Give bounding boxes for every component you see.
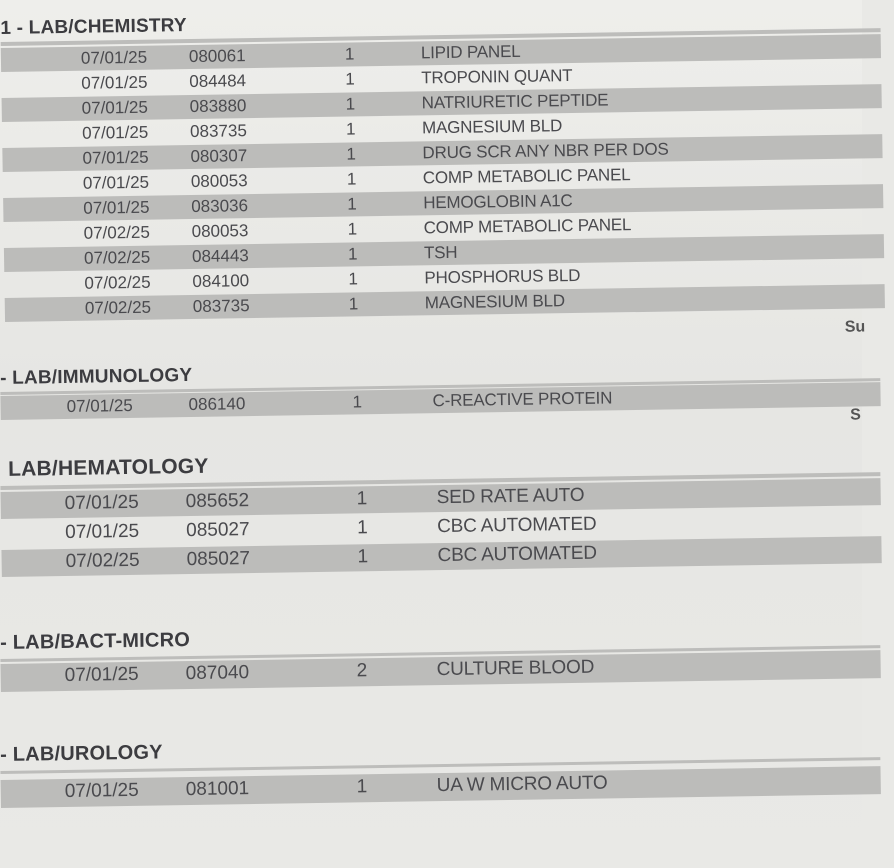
row-qty: 1 [347,194,357,214]
row-code: 085027 [186,548,251,571]
row-date: 07/01/25 [81,97,149,118]
row-qty: 2 [356,660,368,682]
row-description: MAGNESIUM BLD [424,291,565,313]
row-description: PHOSPHORUS BLD [424,265,581,288]
row-code: 083735 [192,296,250,317]
row-code: 080053 [191,221,249,242]
section-urology [0,730,881,824]
row-description: CBC AUTOMATED [436,513,597,538]
row-code: 081001 [185,778,250,801]
row-date: 07/01/25 [81,122,149,143]
row-code: 080307 [190,146,248,167]
row-qty: 1 [347,219,358,239]
row-date: 07/01/25 [64,491,139,514]
row-qty: 1 [344,44,355,64]
section-title-urology: - LAB/UROLOGY [0,741,163,766]
row-code: 085027 [185,519,250,542]
row-code: 085652 [185,490,250,513]
row-description: TROPONIN QUANT [421,66,573,88]
row-date: 07/01/25 [64,663,139,686]
row-code: 083036 [191,196,249,217]
row-qty: 1 [347,244,358,264]
row-description: CULTURE BLOOD [436,656,595,681]
row-date: 07/02/25 [65,549,140,572]
row-qty: 1 [348,269,359,289]
row-qty: 1 [356,776,368,798]
section-title-bact-micro: - LAB/BACT-MICRO [0,629,191,654]
row-description: SED RATE AUTO [436,484,585,509]
section-immunology [0,354,881,448]
row-description: LIPID PANEL [420,41,521,63]
row-date: 07/01/25 [65,520,140,543]
row-qty: 1 [346,169,357,189]
row-date: 07/01/25 [80,47,148,68]
row-qty: 1 [345,94,356,114]
row-qty: 1 [357,546,369,568]
subtotal-edge-label: Su [844,318,866,336]
row-code: 084100 [192,271,250,292]
row-qty: 1 [352,392,363,412]
row-description: NATRIURETIC PEPTIDE [421,90,609,113]
row-description: UA W MICRO AUTO [436,772,608,797]
row-qty: 1 [356,517,368,539]
row-description: TSH [423,242,458,263]
section-hematology [0,444,882,588]
row-code: 086140 [188,394,246,415]
row-date: 07/01/25 [82,147,149,168]
section-bact-micro [0,618,881,702]
row-date: 07/01/25 [81,72,148,93]
section-title-hematology: LAB/HEMATOLOGY [7,454,209,481]
row-code: 080061 [188,46,246,67]
row-date: 07/01/25 [64,779,139,802]
row-date: 07/01/25 [66,395,133,416]
section-title-chemistry: 1 - LAB/CHEMISTRY [0,15,187,39]
row-qty: 1 [345,119,356,139]
row-date: 07/01/25 [83,197,150,218]
row-qty: 1 [345,69,355,89]
row-qty: 1 [348,294,359,314]
row-description: DRUG SCR ANY NBR PER DOS [422,139,669,163]
row-description: COMP METABOLIC PANEL [422,165,631,188]
row-date: 07/02/25 [84,297,152,318]
row-description: C-REACTIVE PROTEIN [432,388,613,411]
row-code: 083735 [189,121,247,142]
row-code: 080053 [190,171,248,192]
row-code: 084443 [191,246,249,267]
row-description: CBC AUTOMATED [437,542,598,567]
row-qty: 1 [346,144,357,164]
row-code: 084484 [189,71,247,92]
row-code: 083880 [189,96,247,117]
row-date: 07/02/25 [83,247,151,268]
subtotal-edge-label: S [850,406,861,424]
table-row [1,766,881,808]
row-description: HEMOGLOBIN A1C [423,191,573,213]
row-date: 07/02/25 [83,222,151,243]
row-description: COMP METABOLIC PANEL [423,215,632,238]
row-qty: 1 [356,488,368,510]
row-description: MAGNESIUM BLD [421,116,563,138]
row-date: 07/02/25 [84,272,151,293]
section-title-immunology: - LAB/IMMUNOLOGY [0,364,193,389]
row-date: 07/01/25 [82,172,150,193]
row-code: 087040 [185,662,250,685]
